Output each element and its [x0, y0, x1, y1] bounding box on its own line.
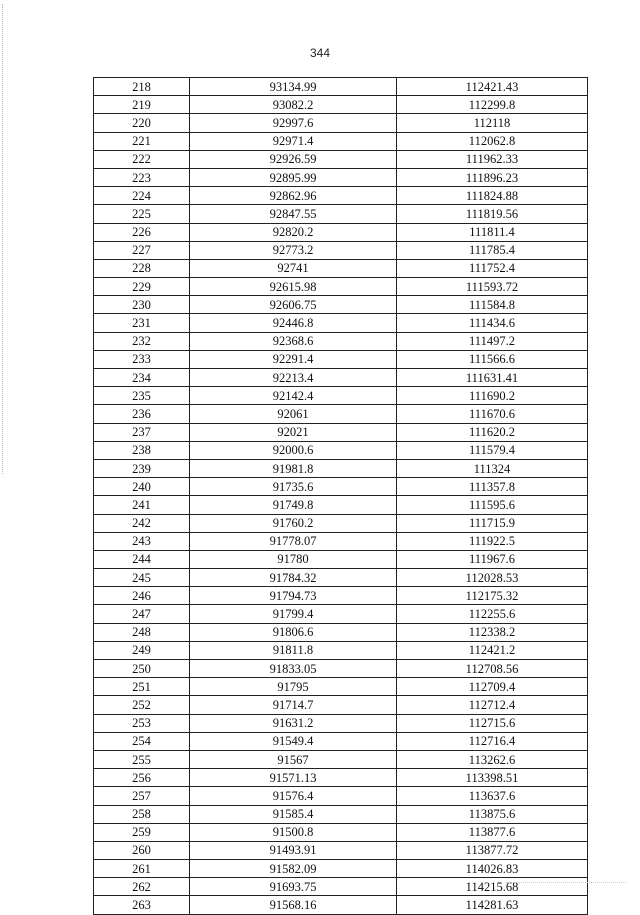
table-row	[94, 787, 588, 805]
point-number-cell: 223	[94, 168, 190, 186]
x-value-cell: 92368.6	[190, 332, 397, 350]
y-value-cell: 112709.4	[397, 678, 588, 696]
point-number-cell: 262	[94, 878, 190, 896]
point-number-cell: 220	[94, 114, 190, 132]
x-value-cell: 92926.59	[190, 150, 397, 168]
table-row	[94, 496, 588, 514]
point-number-cell: 245	[94, 569, 190, 587]
x-value-cell: 91568.16	[190, 896, 397, 914]
y-value-cell: 112299.8	[397, 96, 588, 114]
table-row	[94, 405, 588, 423]
table-row	[94, 205, 588, 223]
point-number-cell: 226	[94, 223, 190, 241]
point-number-cell: 249	[94, 641, 190, 659]
y-value-cell: 112715.6	[397, 714, 588, 732]
table-row	[94, 896, 588, 914]
x-value-cell: 92895.99	[190, 168, 397, 186]
x-value-cell: 91833.05	[190, 660, 397, 678]
point-number-cell: 227	[94, 241, 190, 259]
x-value-cell: 91981.8	[190, 459, 397, 477]
x-value-cell: 91500.8	[190, 823, 397, 841]
y-value-cell: 113637.6	[397, 787, 588, 805]
table-row	[94, 823, 588, 841]
point-number-cell: 244	[94, 550, 190, 568]
x-value-cell: 91760.2	[190, 514, 397, 532]
point-number-cell: 261	[94, 860, 190, 878]
x-value-cell: 92862.96	[190, 187, 397, 205]
point-number-cell: 240	[94, 478, 190, 496]
y-value-cell: 111896.23	[397, 168, 588, 186]
x-value-cell: 91567	[190, 750, 397, 768]
table-row	[94, 805, 588, 823]
x-value-cell: 91780	[190, 550, 397, 568]
y-value-cell: 111785.4	[397, 241, 588, 259]
point-number-cell: 222	[94, 150, 190, 168]
point-number-cell: 243	[94, 532, 190, 550]
point-number-cell: 238	[94, 441, 190, 459]
table-row	[94, 605, 588, 623]
table-row	[94, 350, 588, 368]
y-value-cell: 114281.63	[397, 896, 588, 914]
point-number-cell: 255	[94, 750, 190, 768]
point-number-cell: 247	[94, 605, 190, 623]
table-row	[94, 514, 588, 532]
table-row	[94, 187, 588, 205]
y-value-cell: 111579.4	[397, 441, 588, 459]
table-row	[94, 296, 588, 314]
table-row	[94, 878, 588, 896]
point-number-cell: 228	[94, 259, 190, 277]
table-row	[94, 259, 588, 277]
y-value-cell: 112421.43	[397, 78, 588, 96]
table-row	[94, 532, 588, 550]
y-value-cell: 111566.6	[397, 350, 588, 368]
table-row	[94, 841, 588, 859]
x-value-cell: 92741	[190, 259, 397, 277]
x-value-cell: 91778.07	[190, 532, 397, 550]
table-row	[94, 441, 588, 459]
table-row	[94, 96, 588, 114]
y-value-cell: 111967.6	[397, 550, 588, 568]
point-number-cell: 218	[94, 78, 190, 96]
point-number-cell: 257	[94, 787, 190, 805]
y-value-cell: 111595.6	[397, 496, 588, 514]
point-number-cell: 236	[94, 405, 190, 423]
coordinate-table	[93, 77, 588, 915]
x-value-cell: 92820.2	[190, 223, 397, 241]
y-value-cell: 111819.56	[397, 205, 588, 223]
x-value-cell: 91749.8	[190, 496, 397, 514]
table-row	[94, 332, 588, 350]
point-number-cell: 235	[94, 387, 190, 405]
y-value-cell: 112255.6	[397, 605, 588, 623]
table-row	[94, 641, 588, 659]
x-value-cell: 92971.4	[190, 132, 397, 150]
table-row	[94, 660, 588, 678]
y-value-cell: 112062.8	[397, 132, 588, 150]
table-row	[94, 678, 588, 696]
x-value-cell: 91493.91	[190, 841, 397, 859]
x-value-cell: 91811.8	[190, 641, 397, 659]
point-number-cell: 248	[94, 623, 190, 641]
x-value-cell: 92606.75	[190, 296, 397, 314]
y-value-cell: 111324	[397, 459, 588, 477]
point-number-cell: 246	[94, 587, 190, 605]
point-number-cell: 224	[94, 187, 190, 205]
table-row	[94, 623, 588, 641]
x-value-cell: 91571.13	[190, 769, 397, 787]
x-value-cell: 92291.4	[190, 350, 397, 368]
y-value-cell: 114215.68	[397, 878, 588, 896]
x-value-cell: 91784.32	[190, 569, 397, 587]
table-row	[94, 241, 588, 259]
x-value-cell: 92997.6	[190, 114, 397, 132]
table-row	[94, 150, 588, 168]
y-value-cell: 111670.6	[397, 405, 588, 423]
x-value-cell: 91799.4	[190, 605, 397, 623]
table-row	[94, 732, 588, 750]
table-row	[94, 587, 588, 605]
table-row	[94, 114, 588, 132]
y-value-cell: 111690.2	[397, 387, 588, 405]
table-row	[94, 550, 588, 568]
point-number-cell: 231	[94, 314, 190, 332]
table-row	[94, 278, 588, 296]
table-row	[94, 714, 588, 732]
x-value-cell: 91549.4	[190, 732, 397, 750]
x-value-cell: 92061	[190, 405, 397, 423]
point-number-cell: 252	[94, 696, 190, 714]
point-number-cell: 234	[94, 369, 190, 387]
y-value-cell: 113262.6	[397, 750, 588, 768]
point-number-cell: 263	[94, 896, 190, 914]
y-value-cell: 112712.4	[397, 696, 588, 714]
y-value-cell: 112175.32	[397, 587, 588, 605]
point-number-cell: 250	[94, 660, 190, 678]
table-row	[94, 569, 588, 587]
y-value-cell: 112708.56	[397, 660, 588, 678]
table-row	[94, 132, 588, 150]
point-number-cell: 254	[94, 732, 190, 750]
x-value-cell: 91693.75	[190, 878, 397, 896]
y-value-cell: 111497.2	[397, 332, 588, 350]
y-value-cell: 111620.2	[397, 423, 588, 441]
y-value-cell: 111922.5	[397, 532, 588, 550]
y-value-cell: 112421.2	[397, 641, 588, 659]
x-value-cell: 92446.8	[190, 314, 397, 332]
point-number-cell: 259	[94, 823, 190, 841]
point-number-cell: 260	[94, 841, 190, 859]
x-value-cell: 91794.73	[190, 587, 397, 605]
y-value-cell: 111811.4	[397, 223, 588, 241]
y-value-cell: 111357.8	[397, 478, 588, 496]
table-row	[94, 423, 588, 441]
table-row	[94, 78, 588, 96]
x-value-cell: 92000.6	[190, 441, 397, 459]
x-value-cell: 92773.2	[190, 241, 397, 259]
table-row	[94, 696, 588, 714]
point-number-cell: 237	[94, 423, 190, 441]
table-row	[94, 478, 588, 496]
y-value-cell: 112118	[397, 114, 588, 132]
x-value-cell: 91735.6	[190, 478, 397, 496]
point-number-cell: 232	[94, 332, 190, 350]
page-number: 344	[309, 46, 331, 60]
coordinate-table-body	[94, 78, 588, 915]
y-value-cell: 111752.4	[397, 259, 588, 277]
x-value-cell: 91714.7	[190, 696, 397, 714]
x-value-cell: 92021	[190, 423, 397, 441]
x-value-cell: 91795	[190, 678, 397, 696]
point-number-cell: 233	[94, 350, 190, 368]
y-value-cell: 112028.53	[397, 569, 588, 587]
x-value-cell: 92615.98	[190, 278, 397, 296]
point-number-cell: 242	[94, 514, 190, 532]
x-value-cell: 91576.4	[190, 787, 397, 805]
point-number-cell: 229	[94, 278, 190, 296]
y-value-cell: 113398.51	[397, 769, 588, 787]
y-value-cell: 111715.9	[397, 514, 588, 532]
point-number-cell: 258	[94, 805, 190, 823]
x-value-cell: 91585.4	[190, 805, 397, 823]
y-value-cell: 113875.6	[397, 805, 588, 823]
table-row	[94, 314, 588, 332]
y-value-cell: 112338.2	[397, 623, 588, 641]
point-number-cell: 241	[94, 496, 190, 514]
x-value-cell: 91582.09	[190, 860, 397, 878]
point-number-cell: 253	[94, 714, 190, 732]
x-value-cell: 92213.4	[190, 369, 397, 387]
table-row	[94, 860, 588, 878]
footer-rule	[506, 882, 626, 883]
y-value-cell: 113877.72	[397, 841, 588, 859]
x-value-cell: 92142.4	[190, 387, 397, 405]
x-value-cell: 93082.2	[190, 96, 397, 114]
y-value-cell: 111593.72	[397, 278, 588, 296]
point-number-cell: 251	[94, 678, 190, 696]
table-row	[94, 769, 588, 787]
y-value-cell: 111631.41	[397, 369, 588, 387]
table-row	[94, 750, 588, 768]
y-value-cell: 111962.33	[397, 150, 588, 168]
table-row	[94, 223, 588, 241]
table-row	[94, 459, 588, 477]
y-value-cell: 111434.6	[397, 314, 588, 332]
x-value-cell: 92847.55	[190, 205, 397, 223]
y-value-cell: 114026.83	[397, 860, 588, 878]
y-value-cell: 111584.8	[397, 296, 588, 314]
table-row	[94, 387, 588, 405]
x-value-cell: 91806.6	[190, 623, 397, 641]
y-value-cell: 111824.88	[397, 187, 588, 205]
point-number-cell: 225	[94, 205, 190, 223]
point-number-cell: 219	[94, 96, 190, 114]
x-value-cell: 93134.99	[190, 78, 397, 96]
y-value-cell: 112716.4	[397, 732, 588, 750]
table-row	[94, 168, 588, 186]
point-number-cell: 221	[94, 132, 190, 150]
point-number-cell: 230	[94, 296, 190, 314]
point-number-cell: 256	[94, 769, 190, 787]
x-value-cell: 91631.2	[190, 714, 397, 732]
table-row	[94, 369, 588, 387]
y-value-cell: 113877.6	[397, 823, 588, 841]
margin-rule	[2, 4, 4, 474]
point-number-cell: 239	[94, 459, 190, 477]
